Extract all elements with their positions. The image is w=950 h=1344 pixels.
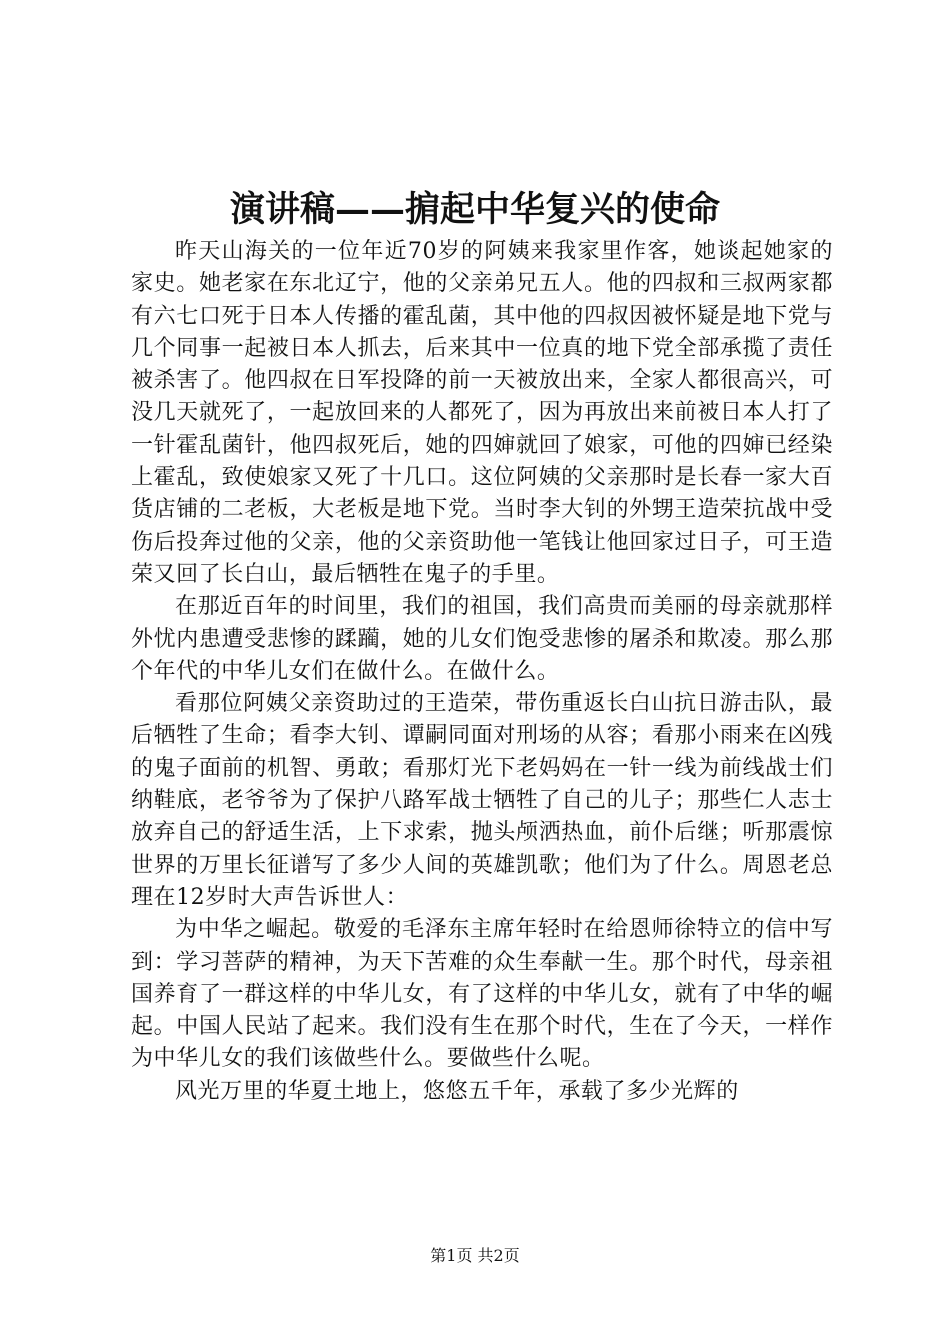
paragraph-2: 在那近百年的时间里，我们的祖国，我们高贵而美丽的母亲就那样外忧内患遭受悲惨的蹂躏，她的儿女们饱受悲惨的屠杀和欺凌。那么那个年代的中华儿女们在做什么。在做什么。 bbox=[131, 594, 833, 684]
document-body bbox=[131, 236, 833, 1108]
paragraph-3: 看那位阿姨父亲资助过的王造荣，带伤重返长白山抗日游击队，最后牺牲了生命；看李大钊、谭嗣同面对刑场的从容；看那小雨来在凶残的鬼子面前的机智、勇敢；看那灯光下老妈妈在一针一线为前线战士们纳鞋底，老爷爷为了保护八路军战士牺牲了自己的儿子；那些仁人志士放弃自己的舒适生活，上下求索，抛头颅洒热血，前仆后继；听那震惊世界的万里长征谱写了多少人间的英雄凯歌；他们为了什么。周恩老总理在12岁时大声告诉世人： bbox=[131, 691, 833, 910]
paragraph-1: 昨天山海关的一位年近70岁的阿姨来我家里作客，她谈起她家的家史。她老家在东北辽宁，他的父亲弟兄五人。他的四叔和三叔两家都有六七口死于日本人传播的霍乱菌，其中他的四叔因被怀疑是地下党与几个同事一起被日本人抓去，后来其中一位真的地下党全部承揽了责任被杀害了。他四叔在日军投降的前一天被放出来，全家人都很高兴，可没几天就死了，一起放回来的人都死了，因为再放出来前被日本人打了一针霍乱菌针，他四叔死后，她的四婶就回了娘家，可他的四婶已经染上霍乱，致使娘家又死了十几口。这位阿姨的父亲那时是长春一家大百货店铺的二老板，大老板是地下党。当时李大钊的外甥王造荣抗战中受伤后投奔过他的父亲，他的父亲资助他一笔钱让他回家过日子，可王造荣又回了长白山，最后牺牲在鬼子的手里。 bbox=[131, 239, 833, 587]
paragraph-4: 为中华之崛起。敬爱的毛泽东主席年轻时在给恩师徐特立的信中写到：学习菩萨的精神，为天下苦难的众生奉献一生。那个时代，母亲祖国养育了一群这样的中华儿女，有了这样的中华儿女，就有了中华的崛起。中国人民站了起来。我们没有生在那个时代，生在了今天，一样作为中华儿女的我们该做些什么。要做些什么呢。 bbox=[131, 917, 833, 1072]
page-footer: 第1页 共2页 bbox=[430, 1246, 520, 1265]
document-title: 演讲稿——掮起中华复兴的使命 bbox=[229, 189, 720, 230]
paragraph-5: 风光万里的华夏土地上，悠悠五千年，承载了多少光辉的 bbox=[175, 1078, 739, 1104]
